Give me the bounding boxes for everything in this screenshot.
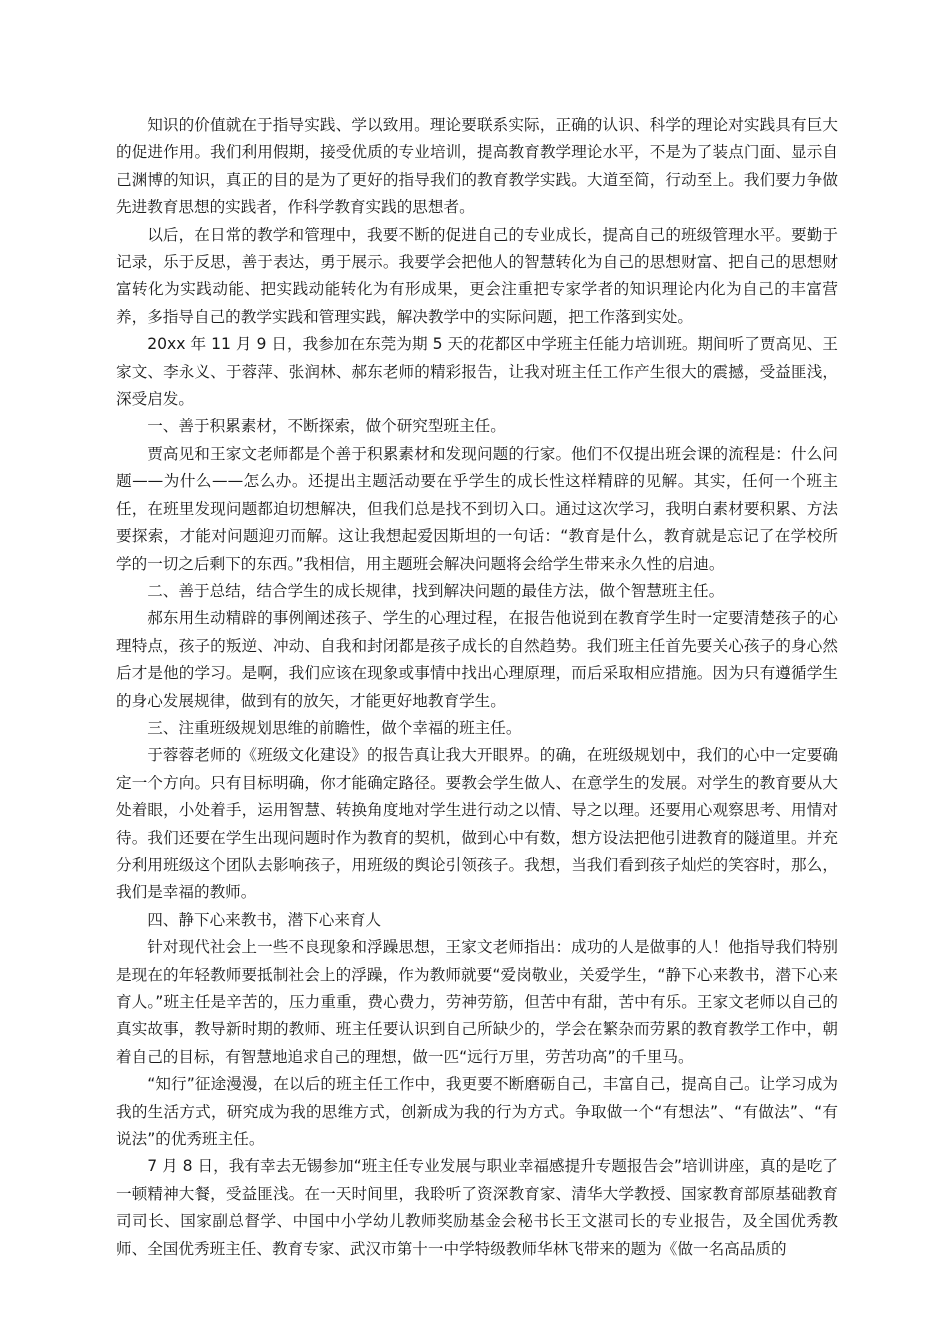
paragraph-1: 知识的价值就在于指导实践、学以致用。理论要联系实际，正确的认识、科学的理论对实践具有巨大的促进作用。我们利用假期，接受优质的专业培训，提高教育教学理论水平，不是为了装点门面、显示自己渊博的知识，真正的目的是为了更好的指导我们的教育教学实践。大道至简，行动至上。我们要力争做先进教育思想的实践者，作科学教育实践的思想者。 <box>116 116 838 217</box>
paragraph-3: 20xx 年 11 月 9 日，我参加在东莞为期 5 天的花都区中学班主任能力培训班。期间听了贾高见、王家文、李永义、于蓉萍、张润林、郝东老师的精彩报告，让我对班主任工作产生很大的震撼，受益匪浅，深受启发。 <box>116 335 838 409</box>
section-heading-4: 四、静下心来教书，潜下心来育人 <box>147 910 382 929</box>
section-heading-3: 三、注重班级规划思维的前瞻性，做个幸福的班主任。 <box>147 718 522 737</box>
paragraph-6: 于蓉蓉老师的《班级文化建设》的报告真让我大开眼界。的确，在班级规划中，我们的心中一定要确定一个方向。只有目标明确，你才能确定路径。要教会学生做人、在意学生的发展。对学生的教育要从大处着眼，小处着手，运用智慧、转换角度地对学生进行动之以情、导之以理。还要用心观察思考、用情对待。我们还要在学生出现问题时作为教育的契机，做到心中有数，想方设法把他引进教育的隧道里。并充分利用班级这个团队去影响孩子，用班级的舆论引领孩子。我想，当我们看到孩子灿烂的笑容时，那么，我们是幸福的教师。 <box>116 746 838 902</box>
paragraph-4: 贾高见和王家文老师都是个善于积累素材和发现问题的行家。他们不仅提出班会课的流程是：什么问题——为什么——怎么办。还提出主题活动要在乎学生的成长性这样精辟的见解。其实，任何一个班主任，在班里发现问题都迫切想解决，但我们总是找不到切入口。通过这次学习，我明白素材要积累、方法要探索，才能对问题迎刃而解。这让我想起爱因斯坦的一句话：“教育是什么，教育就是忘记了在学校所学的一切之后剩下的东西。”我相信，用主题班会解决问题将会给学生带来永久性的启迪。 <box>116 444 838 573</box>
document-body <box>116 112 838 1263</box>
section-heading-2: 二、善于总结，结合学生的成长规律，找到解决问题的最佳方法，做个智慧班主任。 <box>147 581 725 600</box>
section-heading-1: 一、善于积累素材，不断探索，做个研究型班主任。 <box>147 417 506 436</box>
paragraph-7: 针对现代社会上一些不良现象和浮躁思想，王家文老师指出：成功的人是做事的人！他指导我们特别是现在的年轻教师要抵制社会上的浮躁，作为教师就要“爱岗敬业，关爱学生，“静下心来教书，潜下心来育人。”班主任是辛苦的，压力重重，费心费力，劳神劳筋，但苦中有甜，苦中有乐。王家文老师以自己的真实故事，教导新时期的教师、班主任要认识到自己所缺少的，学会在繁杂而劳累的教育教学工作中，朝着自己的目标，有智慧地追求自己的理想，做一匹“远行万里，劳苦功高”的千里马。 <box>116 938 838 1066</box>
paragraph-2: 以后，在日常的教学和管理中，我要不断的促进自己的专业成长，提高自己的班级管理水平。要勤于记录，乐于反思，善于表达，勇于展示。我要学会把他人的智慧转化为自己的思想财富、把自己的思想财富转化为实践动能、把实践动能转化为有形成果，更会注重把专家学者的知识理论内化为自己的丰富营养，多指导自己的教学实践和管理实践，解决教学中的实际问题，把工作落到实处。 <box>116 225 838 326</box>
paragraph-9: 7 月 8 日，我有幸去无锡参加“班主任专业发展与职业幸福感提升专题报告会”培训讲座，真的是吃了一顿精神大餐，受益匪浅。在一天时间里，我聆听了资深教育家、清华大学教授、国家教育部原基础教育司司长、国家副总督学、中国中小学幼儿教师奖励基金会秘书长王文湛司长的专业报告，及全国优秀教师、全国优秀班主任、教育专家、武汉市第十一中学特级教师华林飞带来的题为《做一名高品质的 <box>116 1157 838 1258</box>
paragraph-8: “知行”征途漫漫，在以后的班主任工作中，我更要不断磨砺自己，丰富自己，提高自己。让学习成为我的生活方式，研究成为我的思维方式，创新成为我的行为方式。争取做一个“有想法”、“有做法”、“有说法”的优秀班主任。 <box>116 1075 838 1149</box>
paragraph-5: 郝东用生动精辟的事例阐述孩子、学生的心理过程，在报告他说到在教育学生时一定要清楚孩子的心理特点，孩子的叛逆、冲动、自我和封闭都是孩子成长的自然趋势。我们班主任首先要关心孩子的身心然后才是他的学习。是啊，我们应该在现象或事情中找出心理原理，而后采取相应措施。因为只有遵循学生的身心发展规律，做到有的放矢，才能更好地教育学生。 <box>116 609 838 710</box>
